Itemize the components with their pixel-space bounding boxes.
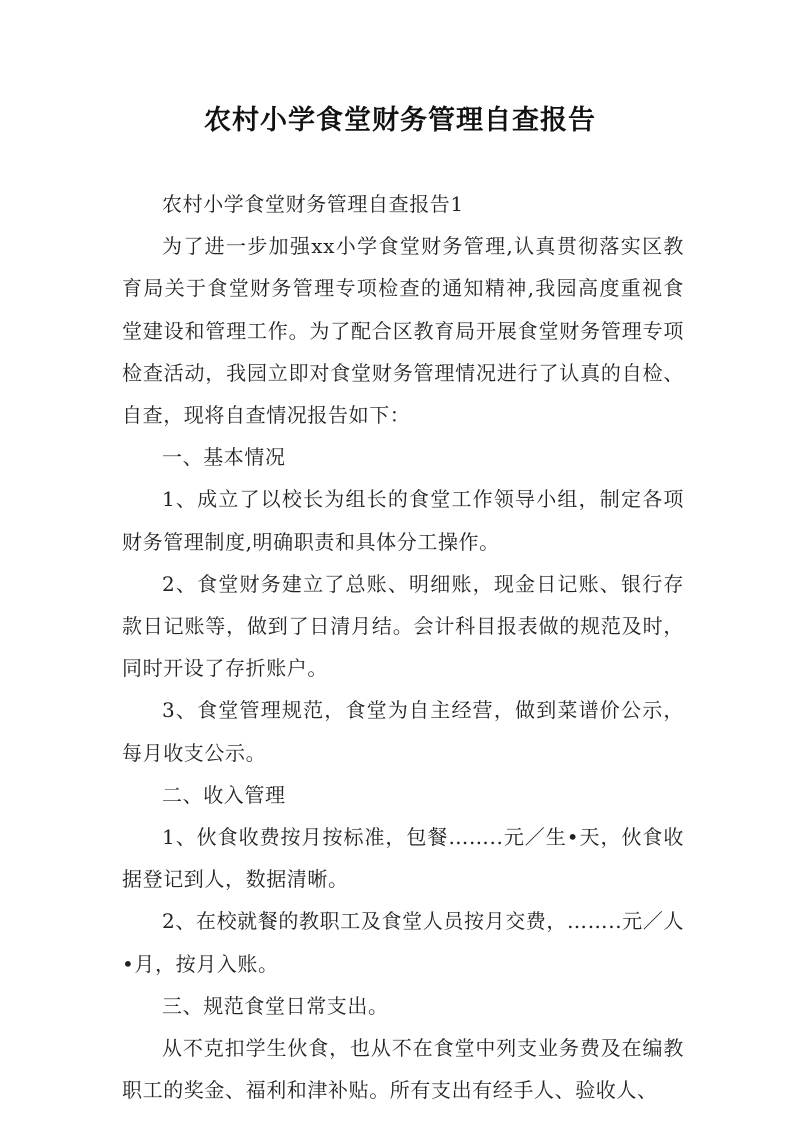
- paragraph-basic-2: 2、食堂财务建立了总账、明细账，现金日记账、银行存款日记账等，做到了日清月结。会计科目报表做的规范及时，同时开设了存折账户。: [122, 571, 684, 681]
- section-heading-basic: 一、基本情况: [162, 445, 286, 470]
- section-heading-expense: 三、规范食堂日常支出。: [162, 993, 389, 1018]
- paragraph-income-1: 1、伙食收费按月按标准，包餐……..元／生•天，伙食收据登记到人，数据清晰。: [122, 825, 684, 892]
- paragraph-report-subtitle: 农村小学食堂财务管理自查报告1: [162, 192, 464, 216]
- paragraph-intro: 为了进一步加强xx小学食堂财务管理,认真贯彻落实区教育局关于食堂财务管理专项检查的通知精神,我园高度重视食堂建设和管理工作。为了配合区教育局开展食堂财务管理专项检查活动，我园立即对食堂财务管理情况进行了认真的自检、自查，现将自查情况报告如下：: [122, 234, 684, 428]
- paragraph-income-2: 2、在校就餐的教职工及食堂人员按月交费，……..元／人•月，按月入账。: [122, 909, 684, 976]
- document-title: 农村小学食堂财务管理自查报告: [204, 105, 596, 136]
- paragraph-expense-1: 从不克扣学生伙食，也从不在食堂中列支业务费及在编教职工的奖金、福利和津补贴。所有支出有经手人、验收人、: [122, 1036, 684, 1103]
- paragraph-basic-3: 3、食堂管理规范，食堂为自主经营，做到菜谱价公示，每月收支公示。: [122, 698, 684, 765]
- section-heading-income: 二、收入管理: [162, 782, 286, 807]
- document-body: [122, 183, 684, 1111]
- paragraph-basic-1: 1、成立了以校长为组长的食堂工作领导小组，制定各项财务管理制度,明确职责和具体分工操作。: [122, 487, 684, 554]
